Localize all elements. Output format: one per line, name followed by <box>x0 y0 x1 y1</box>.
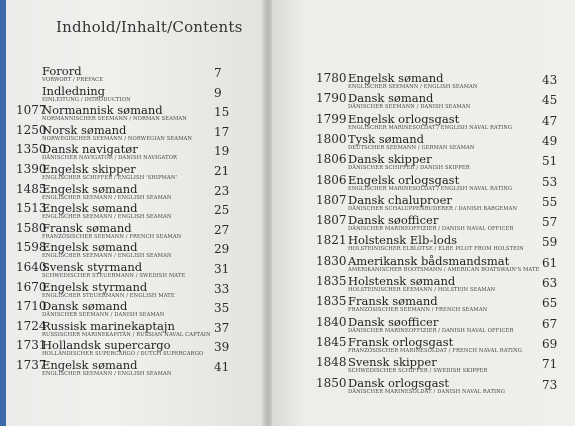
entry-title: Engelsk sømand <box>42 358 138 372</box>
entry-subtitle: DÄNISCHER SCHALUPPENRUDERER / DANISH BARGEMAN <box>348 205 518 212</box>
entry-subtitle: ENGLISCHER STEUERMANN / ENGLISH MATE <box>42 292 175 299</box>
entry-subtitle: ENGLISCHER SCHIFFER / ENGLISH 'SHIPMAN' <box>42 175 178 181</box>
entry-year: 1710 <box>16 299 47 314</box>
entry-title: Engelsk sømand <box>42 201 138 216</box>
entry-title: Dansk chaluproer <box>348 192 452 207</box>
contents-entry <box>316 254 571 274</box>
entry-title: Engelsk styrmand <box>42 279 148 294</box>
entry-subtitle: HOLSTEINISCHER ELBLOTSE / ELBE PILOT FROM HOLSTEIN <box>348 246 524 253</box>
entry-page-number: 55 <box>542 194 558 209</box>
entry-title: Indledning <box>42 83 106 98</box>
entry-subtitle: AMERIKANISCHER BOOTSMANN / AMERICAN BOATSWAIN'S MATE <box>348 266 540 273</box>
entry-page-number: 65 <box>542 296 558 311</box>
entry-page-number: 59 <box>542 235 558 250</box>
entry-page-number: 19 <box>214 144 230 159</box>
entry-page-number: 63 <box>542 276 558 290</box>
entry-year: 1821 <box>316 233 347 248</box>
contents-entry <box>16 299 256 319</box>
entry-subtitle: FRANZÖSISCHER SEEMANN / FRENCH SEAMAN <box>42 233 182 240</box>
entry-year: 1806 <box>316 172 347 187</box>
contents-entry <box>16 182 256 202</box>
contents-entry <box>316 355 571 375</box>
entry-year: 1724 <box>16 318 47 333</box>
entry-page-number: 51 <box>542 154 558 169</box>
entry-year: 1513 <box>16 201 47 216</box>
contents-entry <box>16 64 256 84</box>
entry-title: Amerikansk bådsmandsmat <box>348 253 510 268</box>
entry-page-number: 15 <box>214 105 230 120</box>
contents-entry <box>16 162 256 182</box>
entry-page-number: 71 <box>542 357 558 372</box>
contents-entry <box>16 123 256 143</box>
right-page <box>268 0 575 426</box>
entry-subtitle: DÄNISCHER SEEMANN / DANISH SEAMAN <box>348 104 471 111</box>
contents-entry <box>316 294 571 314</box>
entry-title: Holstensk sømand <box>348 274 456 288</box>
entry-title: Engelsk skipper <box>42 162 136 176</box>
entry-subtitle: DÄNISCHER MARINESOLDAT / DANISH NAVAL RATING <box>348 388 506 395</box>
book-gutter <box>262 0 272 426</box>
entry-year: 1790 <box>316 91 347 106</box>
entry-subtitle: FRANZÖSISCHER SEEMANN / FRENCH SEAMAN <box>348 307 488 314</box>
entry-page-number: 25 <box>214 203 230 218</box>
contents-entry <box>16 319 256 339</box>
entry-year: 1598 <box>16 240 47 255</box>
entry-year: 1731 <box>16 338 47 353</box>
entry-title: Svensk skipper <box>348 355 437 370</box>
contents-entry <box>316 335 571 355</box>
contents-entry <box>316 315 571 335</box>
entry-title: Engelsk orlogsgast <box>348 172 460 187</box>
entry-subtitle: DÄNISCHER MARINEOFFIZIER / DANISH NAVAL OFFICER <box>348 327 514 334</box>
entry-title: Fransk sømand <box>348 294 438 309</box>
entry-year: 1835 <box>316 274 347 288</box>
entry-year: 1840 <box>316 314 347 329</box>
contents-entry <box>316 213 571 233</box>
entry-subtitle: ENGLISCHER SEEMANN / ENGLISH SEAMAN <box>42 194 172 201</box>
entry-page-number: 23 <box>214 183 230 198</box>
entry-title: Fransk orlogsgast <box>348 334 454 349</box>
entry-page-number: 39 <box>214 340 230 355</box>
entry-title: Dansk søofficer <box>348 213 439 228</box>
entry-page-number: 67 <box>542 316 558 331</box>
contents-entry <box>316 193 571 213</box>
entry-subtitle: DÄNISCHER SEEMANN / DANISH SEAMAN <box>42 312 165 319</box>
entry-subtitle: ENGLISCHER SEEMANN / ENGLISH SEAMAN <box>42 253 172 260</box>
entry-page-number: 37 <box>214 320 230 335</box>
contents-entry <box>16 280 256 300</box>
entry-title: Norsk sømand <box>42 122 127 137</box>
entry-title: Tysk sømand <box>348 131 425 146</box>
entry-page-number: 49 <box>542 133 558 148</box>
entry-year: 1737 <box>16 358 47 372</box>
entry-subtitle: ENGLISCHER MARINESOLDAT / ENGLISH NAVAL RATING <box>348 124 513 131</box>
entry-year: 1780 <box>316 71 347 85</box>
entry-subtitle: DÄNISCHER NAVIGATOR / DANISH NAVIGATOR <box>42 155 178 162</box>
contents-entry <box>16 240 256 260</box>
contents-entry <box>16 84 256 104</box>
entry-year: 1830 <box>316 253 347 268</box>
entry-title: Engelsk sømand <box>42 240 138 255</box>
entry-page-number: 31 <box>214 262 230 276</box>
entry-subtitle: DÄNISCHER MARINEOFFIZIER / DANISH NAVAL OFFICER <box>348 226 514 233</box>
entry-year: 1807 <box>316 213 347 228</box>
entry-title: Dansk skipper <box>348 152 432 167</box>
entry-subtitle: ENGLISCHER SEEMANN / ENGLISH SEAMAN <box>348 84 478 90</box>
entry-page-number: 33 <box>214 281 230 296</box>
contents-entry <box>316 376 571 396</box>
entry-subtitle: HOLSTEINISCHER SEEMANN / HOLSTEIN SEAMAN <box>348 287 496 293</box>
entry-page-number: 7 <box>214 66 222 80</box>
entry-page-number: 9 <box>214 85 222 100</box>
entry-subtitle: NORWEGISCHER SEEMANN / NORWEGIAN SEAMAN <box>42 135 193 142</box>
entry-subtitle: ENGLISCHER SEEMANN / ENGLISH SEAMAN <box>42 214 172 221</box>
entry-title: Forord <box>42 64 82 78</box>
entry-title: Normannisk sømand <box>42 103 163 118</box>
entry-subtitle: ENGLISCHER SEEMANN / ENGLISH SEAMAN <box>42 371 172 377</box>
entry-year: 1485 <box>16 181 47 196</box>
entry-year: 1800 <box>316 131 347 146</box>
entry-title: Engelsk sømand <box>42 181 138 196</box>
entry-year: 1807 <box>316 192 347 207</box>
contents-entry <box>316 152 571 172</box>
entry-year: 1845 <box>316 334 347 349</box>
entry-title: Dansk sømand <box>42 299 128 314</box>
entry-title: Holstensk Elb-lods <box>348 233 458 248</box>
contents-entry <box>16 221 256 241</box>
entry-page-number: 53 <box>542 174 558 189</box>
entry-subtitle: SCHWEDISCHER SCHIFFER / SWEDISH SKIPPER <box>348 368 488 375</box>
entry-page-number: 17 <box>214 124 230 139</box>
entry-page-number: 21 <box>214 164 230 178</box>
entry-subtitle: EINLEITUNG / INTRODUCTION <box>42 96 131 103</box>
entry-subtitle: RUSSISCHER MARINEKAPITÄN / RUSSIAN NAVAL CAPTAIN <box>42 331 211 338</box>
entry-year: 1850 <box>316 375 347 390</box>
contents-entry <box>316 71 571 91</box>
entry-page-number: 27 <box>214 222 230 237</box>
entry-subtitle: NORMANNISCHER SEEMANN / NORMAN SEAMAN <box>42 116 187 123</box>
entry-title: Engelsk sømand <box>348 71 444 85</box>
contents-entry <box>16 358 256 378</box>
entry-page-number: 35 <box>214 301 230 316</box>
contents-entry <box>316 274 571 294</box>
entry-page-number: 69 <box>542 336 558 351</box>
entry-subtitle: DÄNISCHER SCHIFFER / DANISH SKIPPER <box>348 165 470 172</box>
entry-year: 1077 <box>16 103 47 118</box>
entry-page-number: 29 <box>214 242 230 257</box>
entry-page-number: 41 <box>214 360 230 374</box>
entry-page-number: 47 <box>542 113 558 128</box>
contents-entry <box>316 233 571 253</box>
contents-entry <box>16 338 256 358</box>
contents-entry <box>16 103 256 123</box>
entry-page-number: 61 <box>542 255 558 270</box>
entry-title: Svensk styrmand <box>42 260 143 274</box>
entry-title: Hollandsk supercargo <box>42 338 171 353</box>
contents-entry <box>16 201 256 221</box>
entry-year: 1806 <box>316 152 347 167</box>
entry-subtitle: VORWORT / PREFACE <box>42 77 104 83</box>
entry-subtitle: DEUTSCHER SEEMANN / GERMAN SEAMAN <box>348 144 475 151</box>
entry-page-number: 43 <box>542 73 558 87</box>
entry-year: 1350 <box>16 142 47 157</box>
entry-page-number: 45 <box>542 93 558 108</box>
entry-page-number: 57 <box>542 215 558 230</box>
entry-year: 1250 <box>16 122 47 137</box>
contents-entry <box>16 142 256 162</box>
entry-year: 1848 <box>316 355 347 370</box>
entry-year: 1799 <box>316 111 347 126</box>
entry-title: Dansk søofficer <box>348 314 439 329</box>
contents-heading: Indhold/Inhalt/Contents <box>56 18 243 36</box>
entry-year: 1580 <box>16 220 47 235</box>
entry-subtitle: HOLLÄNDISCHER SUPERCARGO / DUTCH SUPERCARGO <box>42 351 204 358</box>
contents-entry <box>316 112 571 132</box>
contents-entry <box>316 173 571 193</box>
entry-title: Dansk sømand <box>348 91 434 106</box>
contents-entry <box>316 132 571 152</box>
entry-year: 1640 <box>16 260 47 274</box>
entry-page-number: 73 <box>542 377 558 392</box>
entry-title: Engelsk orlogsgast <box>348 111 460 126</box>
entry-subtitle: FRANZÖSISCHER MARINESOLDAT / FRENCH NAVAL RATING <box>348 347 522 354</box>
entry-year: 1390 <box>16 162 47 176</box>
entry-title: Dansk navigatør <box>42 142 138 157</box>
entry-subtitle: SCHWEDISCHER STEUERMANN / SWEDISH MATE <box>42 273 186 279</box>
entry-title: Russisk marinekaptajn <box>42 318 175 333</box>
left-page <box>6 0 268 426</box>
contents-entry <box>316 91 571 111</box>
entry-year: 1670 <box>16 279 47 294</box>
entry-title: Dansk orlogsgast <box>348 375 450 390</box>
entry-subtitle: ENGLISCHER MARINESOLDAT / ENGLISH NAVAL RATING <box>348 185 513 192</box>
entry-year: 1835 <box>316 294 347 309</box>
contents-entry <box>16 260 256 280</box>
entry-title: Fransk sømand <box>42 220 132 235</box>
